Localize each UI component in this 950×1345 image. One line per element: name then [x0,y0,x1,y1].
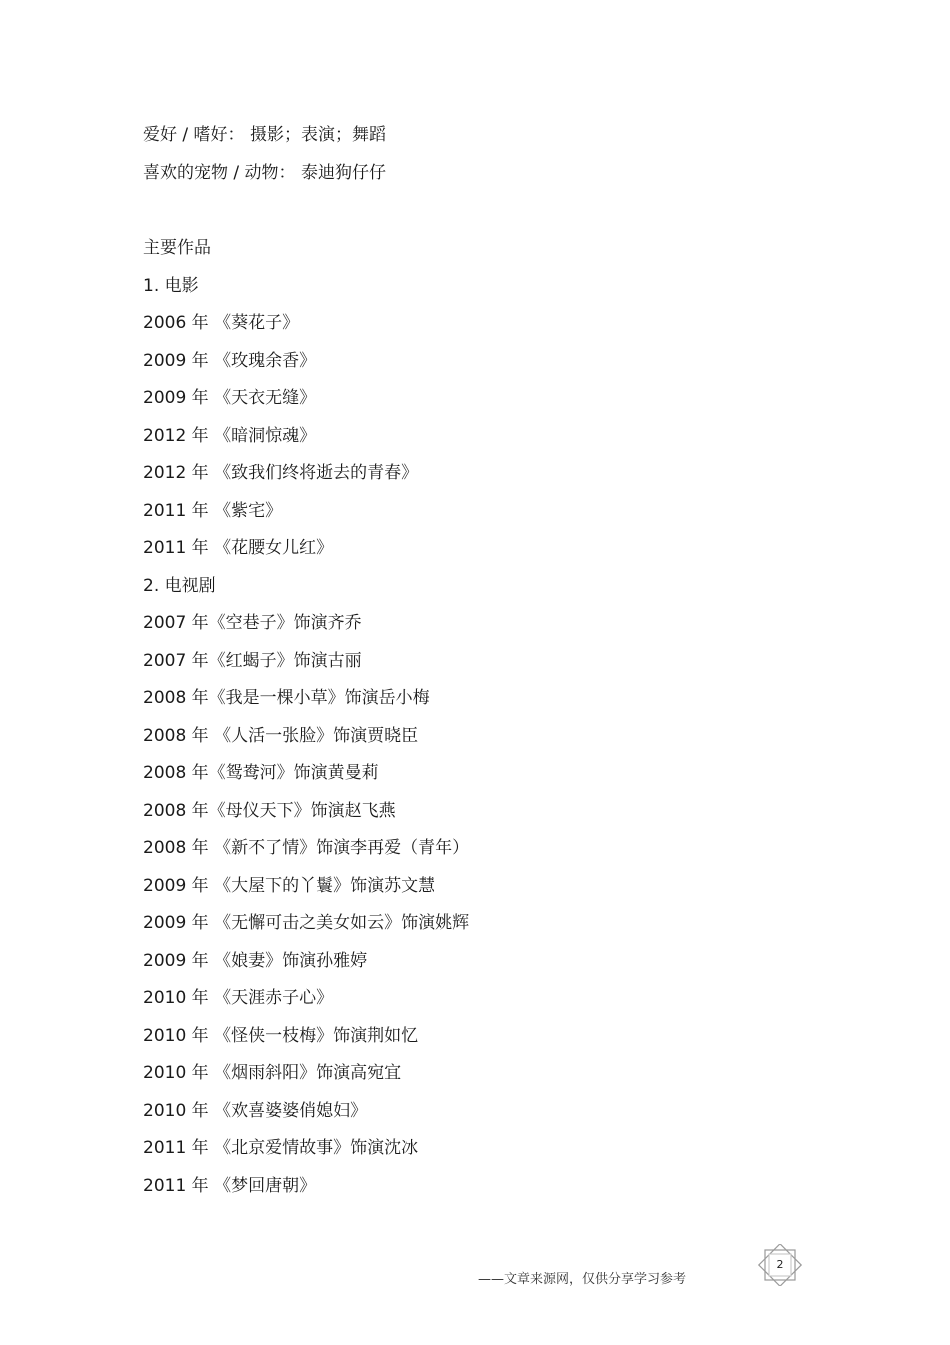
hobbies-line: 爱好 / 嗜好： 摄影；表演；舞蹈 [143,125,386,145]
tv-heading: 2. 电视剧 [143,575,216,596]
tv-item: 2008 年《母仪天下》饰演赵飞燕 [143,800,396,821]
tv-item: 2007 年《红蝎子》饰演古丽 [143,650,362,671]
tv-item: 2009 年 《无懈可击之美女如云》饰演姚辉 [143,913,470,933]
section-gap [143,195,863,233]
tv-item: 2010 年 《天涯赤子心》 [143,988,334,1008]
tv-item: 2011 年 《北京爱情故事》饰演沈冰 [143,1138,419,1158]
page-number: 2 [776,1258,784,1271]
film-heading: 1. 电影 [143,275,199,296]
film-item: 2012 年 《致我们终将逝去的青春》 [143,463,419,483]
page-number-badge [756,1244,804,1286]
pets-line: 喜欢的宠物 / 动物： 泰迪狗仔仔 [143,162,386,183]
tv-item: 2010 年 《怪侠一枝梅》饰演荆如忆 [143,1025,419,1046]
tv-item: 2008 年 《新不了情》饰演李再爱（青年） [143,838,470,858]
film-item: 2006 年 《葵花子》 [143,313,300,333]
film-item: 2011 年 《紫宅》 [143,500,283,521]
tv-item: 2007 年《空巷子》饰演齐乔 [143,613,362,633]
document-body [143,120,863,1208]
works-heading: 主要作品 [143,238,211,258]
tv-item: 2009 年 《大屋下的丫鬟》饰演苏文慧 [143,875,436,896]
source-note: ——文章来源网，仅供分享学习参考 [478,1272,687,1287]
film-item: 2009 年 《玫瑰余香》 [143,350,317,371]
film-item: 2011 年 《花腰女儿红》 [143,538,334,558]
film-item: 2009 年 《天衣无缝》 [143,388,317,408]
tv-item: 2008 年 《人活一张脸》饰演贾晓臣 [143,725,419,746]
film-item: 2012 年 《暗洞惊魂》 [143,425,317,446]
tv-item: 2008 年《鸳鸯河》饰演黄曼莉 [143,763,379,783]
tv-item: 2009 年 《娘妻》饰演孙雅婷 [143,950,368,971]
tv-item: 2010 年 《欢喜婆婆俏媳妇》 [143,1100,368,1121]
tv-item: 2010 年 《烟雨斜阳》饰演高宛宜 [143,1063,402,1083]
tv-item: 2011 年 《梦回唐朝》 [143,1175,317,1196]
tv-item: 2008 年《我是一棵小草》饰演岳小梅 [143,688,430,708]
